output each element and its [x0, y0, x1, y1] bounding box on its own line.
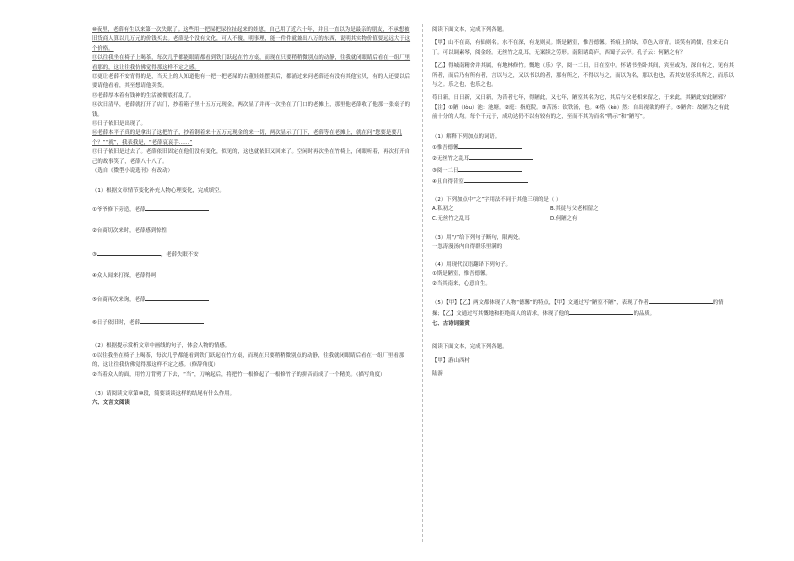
- left-column: [92, 26, 414, 409]
- q4-item-1: ①斯是陋室，惟吾德馨。: [432, 271, 491, 278]
- section-7-heading: 七、古诗词鉴赏: [432, 320, 470, 327]
- q2-option-d[interactable]: D.何陋之有: [550, 215, 578, 222]
- q2-options-row-2: [432, 215, 734, 224]
- reading-intro: 阅读下面文本，完成下列各题。: [432, 27, 508, 33]
- q1-item-1: ①惟吾德馨: [432, 142, 734, 153]
- q3-sentence: 一忽涛漫汤内自得群乐里满的: [432, 244, 503, 251]
- poem-author: 陆游: [432, 370, 443, 377]
- q1-item-4: ④众人闻来打探，老薛得呵: [92, 273, 157, 280]
- q1-item-2: ②无丝竹之乱耳: [432, 153, 734, 164]
- paragraph-13: ⑬老薛厚本着有钱神的生活被彻底打乱了。: [92, 92, 195, 99]
- q2-option-a[interactable]: A.私初之: [432, 206, 454, 213]
- answer-blank[interactable]: [140, 317, 204, 324]
- q1-item-6: ⑥日子依旧时，老薛: [92, 317, 414, 328]
- q3-label: （3）请阅读文章第⑩段，简要谈谈这样的结尾有什么作用。: [92, 390, 236, 397]
- column-divider: [422, 24, 423, 542]
- annotations: 【注】①陋（lòu）池：池塘。②庭：指庭院。③苦汤：钦铁汤，也。④恪（kè）然：自出视欲的样子。⑤陋舍：故陋为之有此前十分的人均。每个千元于，成功达仍不以有较有的之，至而不其为而名“鸭示”和“陋写”。: [432, 104, 730, 121]
- right-column: [432, 26, 734, 379]
- q2-item-2: ②当着众人的面，用竹刀背劈了下去，“当”，刀响起后，将把竹一根修起了一根修竹子的拼音而成了一个精美。（描写角度）: [92, 371, 386, 378]
- q5-question: （5）【甲】【乙】两文都体现了人物“德馨”的特点，【甲】文通过写“陋室不陋”，表现了作者 的情操；【乙】文通过写其慨地和拒绝商人的请求，体现了他的 的品质。: [432, 297, 734, 320]
- answer-blank[interactable]: [145, 294, 209, 301]
- answer-blank[interactable]: [145, 204, 209, 211]
- paragraph-16: ⑯老薛本平子真的是拿出了这把竹子，抄着钢着来十五万元现金的来一切，两次显示了门下，老薛等在老摊上，就在问“您要是要几个？”“就”，我表我是，“老薛哀哀手……”: [92, 130, 403, 146]
- answer-blank[interactable]: [458, 165, 522, 172]
- q1-item-1: ①爷爷修下旁造，老薛: [92, 204, 414, 215]
- answer-blank[interactable]: [569, 308, 633, 315]
- q1-item-3: ③阅一二日: [432, 165, 734, 176]
- q2-item-1: ①以往我坐在椅子上喝茶，每次几乎都能看到铁门跃起在竹方桌，而现在只要稍稍微别点的动静，往我就闭眼睛后看在一组厂里看那的，这让往我仿佛觉得那这样不定之感。（修辞角度）: [92, 352, 405, 369]
- paragraph-17: ⑰日子依旧是过去了。老薛依旧固定在他们没有变化，似见的，这也就依旧又回来了。空闲时再次坐在竹椅上，闭眼听着，再次打开自己的故事笑了，老薛八十八了。: [92, 149, 411, 165]
- q1-item-5: ⑤台商再次来询，老薛: [92, 294, 414, 305]
- q1-label: （1）根据文章情节变化补充人物心理变化，完成填空。: [92, 187, 225, 194]
- answer-blank[interactable]: [464, 176, 528, 183]
- q2-label: （2）下列加点中“之”字用法不同于其他三项的是（ ）: [432, 196, 562, 203]
- poem-title: 【甲】游山西村: [432, 357, 470, 364]
- answer-blank[interactable]: [649, 297, 713, 304]
- paragraph-14: ⑭次日清早，老薛就打开了店门，抄着箱子里十五万元现金，两次显了并再一次坐在了门口的老摊上，那里他老薛收了他那一张桌子的钱。: [92, 102, 411, 118]
- paragraph-12: ⑫更让老薛不安宵得的是，当天上的人知道他有一把一把老屎的古董娃娃摆卖后，都涌过来问老薛还有没有其他宝贝，有的人还要以后要请他看看，其至想请他卖货。: [92, 74, 411, 90]
- q2-label: （2）根据提示赏析文章中画线的句子，体会人物的情感。: [92, 343, 231, 350]
- source-note: （选自《微型小说选刊》有改动）: [92, 168, 173, 175]
- section-6-heading: 六、文言文阅读: [92, 400, 130, 407]
- q2-option-b[interactable]: B.其徒与父老相留之: [550, 206, 599, 213]
- text-jia: 【甲】山不在高，有仙则名。水不在深，有龙则灵。斯是陋室，惟吾德馨。苔痕上阶绿，草色入帘青。谈笑有鸿儒，往来无白丁。可以调素琴，阅金经。无丝竹之乱耳，无案牍之劳形。南阳诸葛庐，西蜀子云亭。孔子云：何陋之有？: [432, 40, 729, 56]
- q1-label: （1）解释下列加点的词语。: [432, 133, 501, 140]
- poem-intro: 阅读下面文本，完成下列各题。: [432, 344, 508, 351]
- answer-blank[interactable]: [469, 153, 533, 160]
- paragraph-15: ⑮日子依旧是出现了。: [92, 121, 146, 128]
- q1-item-2: ②台商切次来时，老薛感到惊惶: [92, 228, 167, 235]
- q4-label: （4）用现代汉语翻译下列句子。: [432, 261, 511, 268]
- answer-blank[interactable]: [458, 142, 522, 149]
- q1-item-4: ④且自得昔室: [432, 176, 734, 187]
- q2-options-row-1: [432, 205, 734, 214]
- paragraph-11: ⑪以往我坐在椅子上喝茶，每次几乎都能眼睛都看到铁门跃起在竹方桌，而现在只要稍稍微别点的动静，往我就闭眼睛后看在一组厂里看那的，这让往我仿佛觉得那这样不定之感。: [92, 55, 411, 71]
- q1-item-3: ③ ，老薛失眠不安: [92, 249, 414, 260]
- paragraph-10: ⑩夜里，老薛有生以来第一次失眠了。这些用一把屎把尿拉扯起来的娃崽，自己用了近六十年，并且一直以为是最亲的朋友，不承想被旧货商人算以几万元的价钱买去。老薛是个没有文化，可人不傻，明事理，能一件件就兼出八万的东西，说明其实物价值要远远大于这个价格。: [92, 27, 411, 52]
- answer-blank[interactable]: [97, 249, 161, 256]
- text-yi: 【乙】得城南精舍并其属，有地林修竹。慨地（乐）学，阅一二日，日在室中。怀诸书坐卧其间，宾至或为，深自有之，见有其所者，而后乃有所有者，言以与之，又以书以的者，那有所之，不得以与之，而以为名，那以也也，若其安居乐其所之，而乐以与之。乐之也，也乐之也。: [432, 63, 734, 89]
- q3-label: （3）用“/”给下列句子断句，限两处。: [432, 234, 524, 241]
- q2-option-c[interactable]: C.无丝竹之乱耳: [432, 215, 470, 222]
- q4-item-2: ②当其南来，心意自生。: [432, 280, 491, 287]
- text-continued: 苟日新，日日新，又日新，为昔者七年，得陋此，又七年，陋室其名为它，其后与父老相来留之，于来此，其陋此安此陋邪？: [432, 95, 729, 102]
